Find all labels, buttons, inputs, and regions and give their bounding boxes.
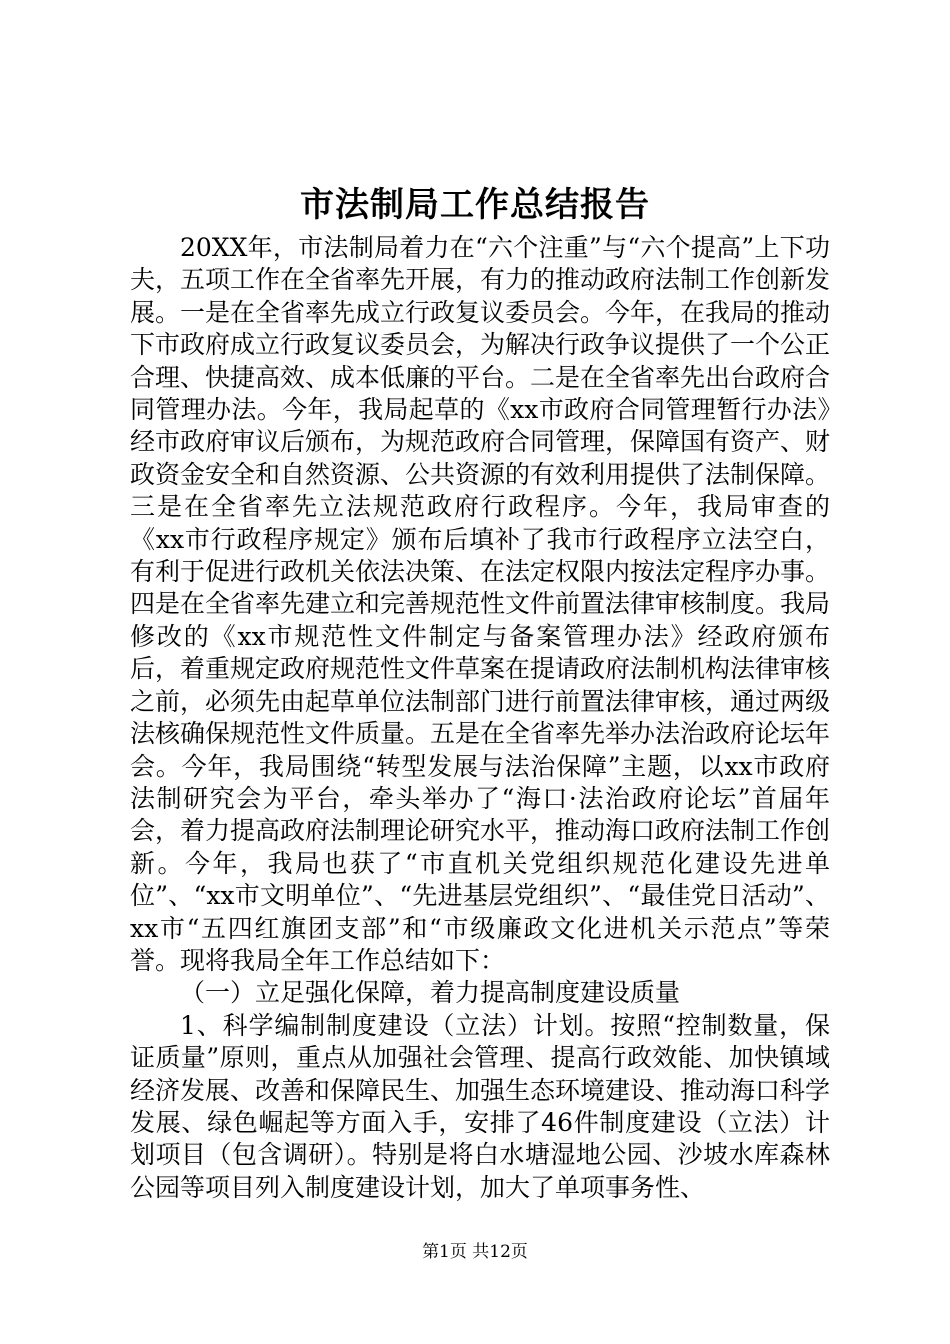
paragraph-intro: 20XX年，市法制局着力在“六个注重”与“六个提高”上下功夫，五项工作在全省率先开展，有力的推动政府法制工作创新发展。一是在全省率先成立行政复议委员会。今年，在我局的推动下市政府成立行政复议委员会，为解决行政争议提供了一个公正合理、快捷高效、成本低廉的平台。二是在全省率先出台政府合同管理办法。今年，我局起草的《xx市政府合同管理暂行办法》经市政府审议后颁布，为规范政府合同管理，保障国有资产、财政资金安全和自然资源、公共资源的有效利用提供了法制保障。三是在全省率先立法规范政府行政程序。今年，我局审查的《xx市行政程序规定》颁布后填补了我市行政程序立法空白，有利于促进行政机关依法决策、在法定权限内按法定程序办事。四是在全省率先建立和完善规范性文件前置法律审核制度。我局修改的《xx市规范性文件制定与备案管理办法》经政府颁布后，着重规定政府规范性文件草案在提请政府法制机构法律审核之前，必须先由起草单位法制部门进行前置法律审核，通过两级法核确保规范性文件质量。五是在全省率先举办法治政府论坛年会。今年，我局围绕“转型发展与法治保障”主题，以xx市政府法制研究会为平台，牵头举办了“海口·法治政府论坛”首届年会，着力提高政府法制理论研究水平，推动海口政府法制工作创新。今年，我局也获了“市直机关党组织规范化建设先进单位”、“xx市文明单位”、“先进基层党组织”、“最佳党日活动”、xx市“五四红旗团支部”和“市级廉政文化进机关示范点”等荣誉。现将我局全年工作总结如下： [130, 233, 831, 975]
page-footer: 第1页 共12页 [422, 1242, 528, 1262]
paragraph-item-1: 1、科学编制制度建设（立法）计划。按照“控制数量，保证质量”原则，重点从加强社会管理、提高行政效能、加快镇域经济发展、改善和保障民生、加强生态环境建设、推动海口科学发展、绿色崛起等方面入手，安排了46件制度建设（立法）计划项目（包含调研）。特别是将白水塘湿地公园、沙坡水库森林公园等项目列入制度建设计划，加大了单项事务性、 [130, 1010, 831, 1202]
section-heading-1: （一）立足强化保障，着力提高制度建设质量 [180, 978, 681, 1008]
document-body [130, 232, 830, 1204]
document-title: 市法制局工作总结报告 [300, 185, 650, 225]
